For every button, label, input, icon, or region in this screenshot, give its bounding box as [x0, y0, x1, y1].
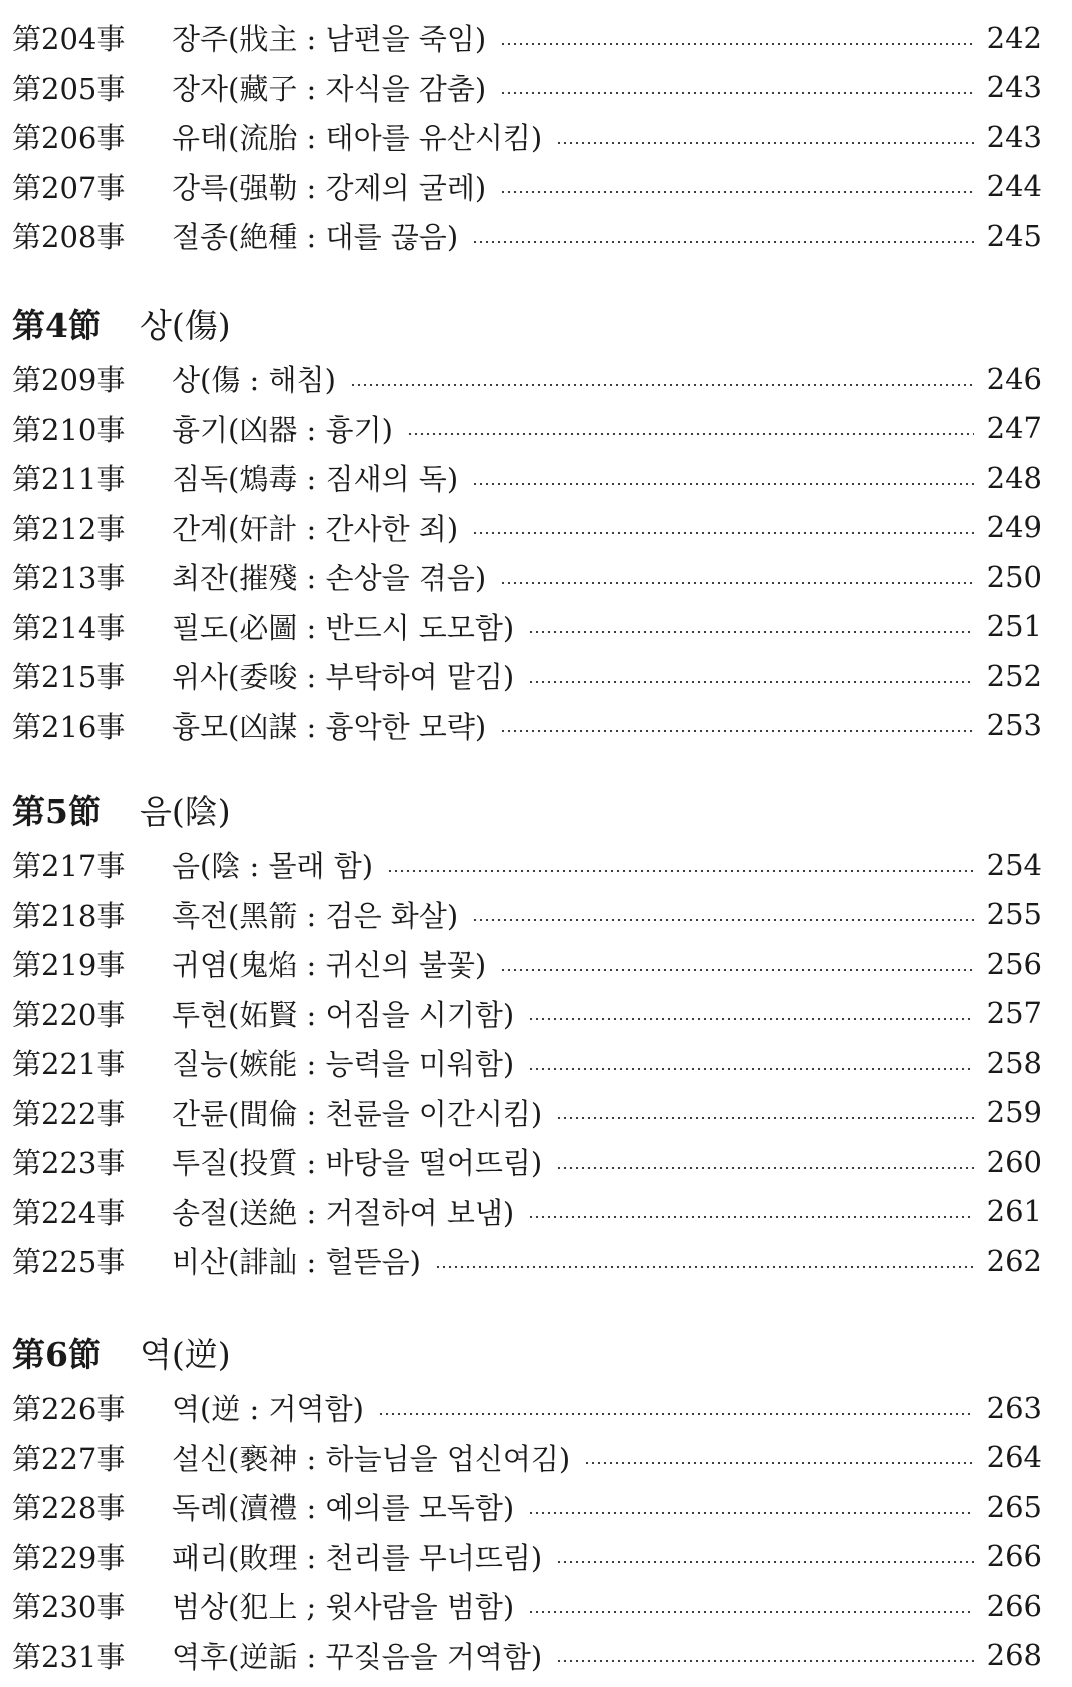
- entry-title: 투질(投質 : 바탕을 떨어뜨림): [172, 1146, 543, 1181]
- entry-title: 필도(必圖 : 반드시 도모함): [172, 610, 515, 645]
- entry-title: 비산(誹訕 : 헐뜯음): [172, 1245, 421, 1280]
- entry-page: 246: [986, 361, 1042, 396]
- toc-entry[interactable]: [0, 112, 1072, 162]
- toc-entry[interactable]: [0, 1187, 1072, 1237]
- entry-title: 짐독(鴆毒 : 짐새의 독): [172, 462, 459, 497]
- entry-title: 패리(敗理 : 천리를 무너뜨림): [172, 1540, 543, 1575]
- entry-number: 第215事: [12, 660, 126, 695]
- toc-entry[interactable]: [0, 63, 1072, 113]
- entry-number: 第221事: [12, 1047, 126, 1082]
- entry-page: 264: [986, 1440, 1042, 1475]
- entry-number: 第208事: [12, 220, 126, 255]
- section-label: 第6節: [12, 1334, 101, 1374]
- entry-title: 장자(藏子 : 자식을 감춤): [172, 71, 487, 106]
- section-heading[interactable]: [0, 292, 1072, 354]
- entry-title: 귀염(鬼焰 : 귀신의 불꽃): [172, 948, 487, 983]
- dot-leader: [528, 1216, 974, 1218]
- entry-page: 242: [986, 20, 1042, 55]
- entry-title: 흑전(黑箭 : 검은 화살): [172, 898, 459, 933]
- dot-leader: [500, 191, 974, 193]
- entry-page: 266: [986, 1539, 1042, 1574]
- entry-page: 258: [986, 1045, 1042, 1080]
- dot-leader: [500, 730, 974, 732]
- dot-leader: [500, 582, 974, 584]
- entry-page: 266: [986, 1588, 1042, 1623]
- dot-leader: [500, 43, 974, 45]
- entry-number: 第211事: [12, 462, 126, 497]
- toc-section-4: [0, 292, 1072, 750]
- entry-page: 257: [986, 996, 1042, 1031]
- dot-leader: [528, 681, 974, 683]
- entry-number: 第214事: [12, 610, 126, 645]
- toc-entry[interactable]: [0, 404, 1072, 454]
- entry-title: 위사(委唆 : 부탁하여 맡김): [172, 660, 515, 695]
- entry-number: 第224事: [12, 1195, 126, 1230]
- entry-page: 250: [986, 559, 1042, 594]
- section-heading[interactable]: [0, 1321, 1072, 1383]
- entry-page: 249: [986, 510, 1042, 545]
- entry-number: 第225事: [12, 1245, 126, 1280]
- entry-number: 第220事: [12, 997, 126, 1032]
- toc-section-6: [0, 1321, 1072, 1680]
- dot-leader: [472, 532, 974, 534]
- entry-page: 268: [986, 1638, 1042, 1673]
- entry-title: 음(陰 : 몰래 함): [172, 849, 374, 884]
- entry-page: 251: [986, 609, 1042, 644]
- entry-page: 252: [986, 658, 1042, 693]
- section-label: 第4節: [12, 305, 101, 345]
- entry-page: 243: [986, 119, 1042, 154]
- dot-leader: [528, 1611, 974, 1613]
- dot-leader: [556, 1660, 974, 1662]
- entry-title: 질능(嫉能 : 능력을 미워함): [172, 1047, 515, 1082]
- toc-entry[interactable]: [0, 939, 1072, 989]
- toc-entry[interactable]: [0, 602, 1072, 652]
- entry-title: 강륵(强勒 : 강제의 굴레): [172, 170, 487, 205]
- entry-number: 第206事: [12, 121, 126, 156]
- toc-entry[interactable]: [0, 1236, 1072, 1286]
- dot-leader: [378, 1413, 974, 1415]
- dot-leader: [472, 483, 974, 485]
- entry-number: 第212事: [12, 511, 126, 546]
- entry-title: 독례(瀆禮 : 예의를 모독함): [172, 1491, 515, 1526]
- entry-title: 간계(奸計 : 간사한 죄): [172, 511, 459, 546]
- toc-entry[interactable]: [0, 453, 1072, 503]
- entry-title: 투현(妬賢 : 어짐을 시기함): [172, 997, 515, 1032]
- entry-number: 第213事: [12, 561, 126, 596]
- entry-title: 장주(戕主 : 남편을 죽임): [172, 22, 487, 57]
- dot-leader: [472, 919, 974, 921]
- entry-title: 송절(送絶 : 거절하여 보냄): [172, 1195, 515, 1230]
- toc-entry[interactable]: [0, 1383, 1072, 1433]
- entry-page: 245: [986, 218, 1042, 253]
- toc-entry[interactable]: [0, 701, 1072, 751]
- dot-leader: [472, 241, 974, 243]
- section-label: 第5節: [12, 791, 101, 831]
- entry-number: 第219事: [12, 948, 126, 983]
- section-title: 음(陰): [140, 791, 231, 831]
- entry-page: 256: [986, 946, 1042, 981]
- dot-leader: [500, 92, 974, 94]
- toc-entry[interactable]: [0, 1088, 1072, 1138]
- dot-leader: [500, 969, 974, 971]
- entry-number: 第218事: [12, 898, 126, 933]
- entry-page: 248: [986, 460, 1042, 495]
- entry-number: 第205事: [12, 71, 126, 106]
- dot-leader: [387, 870, 974, 872]
- entry-number: 第227事: [12, 1441, 126, 1476]
- entry-title: 흉기(凶器 : 흉기): [172, 412, 393, 447]
- entry-number: 第204事: [12, 22, 126, 57]
- entry-number: 第209事: [12, 363, 126, 398]
- toc-entry[interactable]: [0, 162, 1072, 212]
- entry-number: 第226事: [12, 1392, 126, 1427]
- toc-entry[interactable]: [0, 13, 1072, 63]
- entry-title: 유태(流胎 : 태아를 유산시킴): [172, 121, 543, 156]
- toc-entry[interactable]: [0, 1038, 1072, 1088]
- toc-entry[interactable]: [0, 552, 1072, 602]
- toc-entry[interactable]: [0, 1631, 1072, 1681]
- toc-entry[interactable]: [0, 211, 1072, 261]
- entry-page: 263: [986, 1390, 1042, 1425]
- entry-title: 범상(犯上 ; 윗사람을 범함): [172, 1590, 515, 1625]
- toc-entry[interactable]: [0, 354, 1072, 404]
- dot-leader: [556, 1167, 974, 1169]
- dot-leader: [350, 384, 974, 386]
- toc-entry[interactable]: [0, 1532, 1072, 1582]
- section-heading[interactable]: [0, 778, 1072, 840]
- entry-title: 역(逆 : 거역함): [172, 1392, 364, 1427]
- entry-title: 설신(褻神 : 하늘님을 업신여김): [172, 1441, 571, 1476]
- dot-leader: [407, 433, 974, 435]
- toc-section-5: [0, 778, 1072, 1286]
- entry-number: 第210事: [12, 412, 126, 447]
- toc-entry[interactable]: [0, 989, 1072, 1039]
- toc-entry[interactable]: [0, 651, 1072, 701]
- toc-section-continued: [0, 13, 1072, 261]
- entry-title: 역후(逆詬 : 꾸짖음을 거역함): [172, 1639, 543, 1674]
- dot-leader: [528, 1068, 974, 1070]
- entry-title: 절종(絶種 : 대를 끊음): [172, 220, 459, 255]
- dot-leader: [556, 1117, 974, 1119]
- entry-number: 第231事: [12, 1639, 126, 1674]
- entry-title: 간륜(間倫 : 천륜을 이간시킴): [172, 1096, 543, 1131]
- entry-page: 261: [986, 1194, 1042, 1229]
- entry-page: 253: [986, 708, 1042, 743]
- dot-leader: [528, 631, 974, 633]
- dot-leader: [435, 1266, 974, 1268]
- entry-page: 255: [986, 897, 1042, 932]
- entry-title: 상(傷 : 해침): [172, 363, 336, 398]
- toc-entry[interactable]: [0, 840, 1072, 890]
- dot-leader: [528, 1018, 974, 1020]
- toc-entry[interactable]: [0, 1137, 1072, 1187]
- dot-leader: [584, 1462, 974, 1464]
- dot-leader: [556, 1561, 974, 1563]
- entry-page: 244: [986, 169, 1042, 204]
- entry-title: 최잔(摧殘 : 손상을 겪음): [172, 561, 487, 596]
- entry-page: 243: [986, 70, 1042, 105]
- entry-number: 第230事: [12, 1590, 126, 1625]
- entry-number: 第217事: [12, 849, 126, 884]
- entry-page: 265: [986, 1489, 1042, 1524]
- section-title: 상(傷): [140, 305, 231, 345]
- entry-title: 흉모(凶謀 : 흉악한 모략): [172, 709, 487, 744]
- entry-page: 259: [986, 1095, 1042, 1130]
- toc-entry[interactable]: [0, 503, 1072, 553]
- entry-number: 第228事: [12, 1491, 126, 1526]
- entry-number: 第223事: [12, 1146, 126, 1181]
- entry-number: 第222事: [12, 1096, 126, 1131]
- toc-entry[interactable]: [0, 1433, 1072, 1483]
- toc-entry[interactable]: [0, 890, 1072, 940]
- section-title: 역(逆): [140, 1334, 231, 1374]
- dot-leader: [528, 1512, 974, 1514]
- entry-number: 第229事: [12, 1540, 126, 1575]
- entry-page: 247: [986, 411, 1042, 446]
- entry-page: 254: [986, 847, 1042, 882]
- entry-page: 260: [986, 1144, 1042, 1179]
- toc-entry[interactable]: [0, 1581, 1072, 1631]
- dot-leader: [556, 142, 974, 144]
- entry-page: 262: [986, 1243, 1042, 1278]
- entry-number: 第216事: [12, 709, 126, 744]
- entry-number: 第207事: [12, 170, 126, 205]
- toc-entry[interactable]: [0, 1482, 1072, 1532]
